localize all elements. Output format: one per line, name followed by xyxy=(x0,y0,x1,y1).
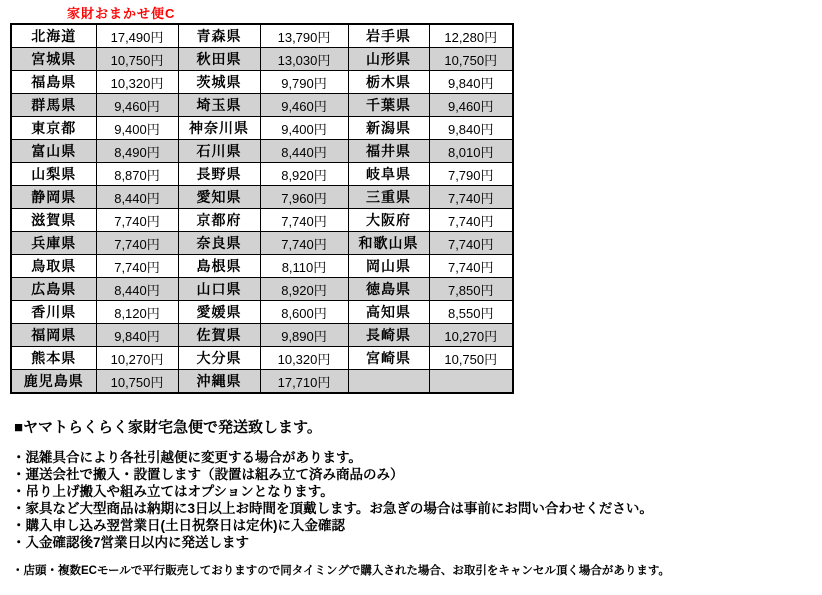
prefecture-cell: 和歌山県 xyxy=(348,232,429,255)
table-row xyxy=(11,71,513,94)
prefecture-cell: 宮城県 xyxy=(11,48,96,71)
table-row xyxy=(11,324,513,347)
prefecture-cell: 栃木県 xyxy=(348,71,429,94)
price-cell: 10,750円 xyxy=(96,48,178,71)
prefecture-cell: 千葉県 xyxy=(348,94,429,117)
price-cell: 9,840円 xyxy=(96,324,178,347)
price-cell: 8,490円 xyxy=(96,140,178,163)
prefecture-cell: 新潟県 xyxy=(348,117,429,140)
prefecture-cell: 岐阜県 xyxy=(348,163,429,186)
price-cell: 7,740円 xyxy=(429,255,513,278)
price-cell: 17,490円 xyxy=(96,24,178,48)
prefecture-cell: 秋田県 xyxy=(178,48,260,71)
prefecture-cell: 高知県 xyxy=(348,301,429,324)
price-cell: 13,030円 xyxy=(260,48,348,71)
price-cell: 10,750円 xyxy=(429,48,513,71)
prefecture-cell: 福島県 xyxy=(11,71,96,94)
shipping-notes-section xyxy=(12,416,818,578)
price-cell: 7,790円 xyxy=(429,163,513,186)
prefecture-cell: 富山県 xyxy=(11,140,96,163)
table-row xyxy=(11,370,513,394)
price-cell: 7,740円 xyxy=(260,209,348,232)
prefecture-cell: 滋賀県 xyxy=(11,209,96,232)
table-row xyxy=(11,209,513,232)
shipping-notes-list xyxy=(12,449,818,551)
prefecture-cell: 岩手県 xyxy=(348,24,429,48)
prefecture-cell: 愛知県 xyxy=(178,186,260,209)
price-cell: 10,320円 xyxy=(96,71,178,94)
prefecture-cell: 広島県 xyxy=(11,278,96,301)
table-row xyxy=(11,186,513,209)
price-cell: 9,790円 xyxy=(260,71,348,94)
prefecture-cell: 宮崎県 xyxy=(348,347,429,370)
shipping-note-item: ・購入申し込み翌営業日(土日祝祭日は定休)に入金確認 xyxy=(12,518,345,533)
shipping-footnote: ・店頭・複数ECモールで平行販売しておりますので同タイミングで購入された場合、お取引をキャンセル頂く場合があります。 xyxy=(12,565,670,577)
shipping-fee-table xyxy=(10,23,514,394)
prefecture-cell: 沖縄県 xyxy=(178,370,260,394)
price-cell: 8,440円 xyxy=(96,278,178,301)
price-cell: 7,740円 xyxy=(429,186,513,209)
shipping-note-item: ・家具など大型商品は納期に3日以上お時間を頂戴します。お急ぎの場合は事前にお問い合わせください。 xyxy=(12,501,653,516)
price-cell: 9,400円 xyxy=(96,117,178,140)
table-row xyxy=(11,255,513,278)
prefecture-cell: 三重県 xyxy=(348,186,429,209)
price-cell: 9,460円 xyxy=(96,94,178,117)
price-cell: 17,710円 xyxy=(260,370,348,394)
price-cell: 10,750円 xyxy=(429,347,513,370)
prefecture-cell: 徳島県 xyxy=(348,278,429,301)
price-cell: 7,740円 xyxy=(96,255,178,278)
table-row xyxy=(11,117,513,140)
price-cell: 7,740円 xyxy=(96,209,178,232)
price-cell: 7,960円 xyxy=(260,186,348,209)
prefecture-cell xyxy=(348,370,429,394)
price-cell: 8,920円 xyxy=(260,163,348,186)
table-row xyxy=(11,163,513,186)
table-row xyxy=(11,301,513,324)
price-cell: 10,270円 xyxy=(96,347,178,370)
price-cell: 9,460円 xyxy=(260,94,348,117)
table-row xyxy=(11,232,513,255)
prefecture-cell: 神奈川県 xyxy=(178,117,260,140)
table-row xyxy=(11,347,513,370)
price-cell: 13,790円 xyxy=(260,24,348,48)
prefecture-cell: 山梨県 xyxy=(11,163,96,186)
price-cell: 12,280円 xyxy=(429,24,513,48)
price-cell: 9,840円 xyxy=(429,71,513,94)
table-row xyxy=(11,278,513,301)
prefecture-cell: 東京都 xyxy=(11,117,96,140)
prefecture-cell: 福井県 xyxy=(348,140,429,163)
price-cell: 8,110円 xyxy=(260,255,348,278)
price-cell xyxy=(429,370,513,394)
prefecture-cell: 愛媛県 xyxy=(178,301,260,324)
shipping-note-item: ・入金確認後7営業日以内に発送します xyxy=(12,535,250,550)
price-cell: 10,320円 xyxy=(260,347,348,370)
prefecture-cell: 埼玉県 xyxy=(178,94,260,117)
price-cell: 9,400円 xyxy=(260,117,348,140)
price-cell: 8,600円 xyxy=(260,301,348,324)
prefecture-cell: 静岡県 xyxy=(11,186,96,209)
price-cell: 8,550円 xyxy=(429,301,513,324)
price-cell: 8,920円 xyxy=(260,278,348,301)
table-row xyxy=(11,140,513,163)
prefecture-cell: 大阪府 xyxy=(348,209,429,232)
fee-table-body xyxy=(11,24,513,393)
price-cell: 8,440円 xyxy=(96,186,178,209)
prefecture-cell: 石川県 xyxy=(178,140,260,163)
prefecture-cell: 山口県 xyxy=(178,278,260,301)
price-cell: 7,850円 xyxy=(429,278,513,301)
prefecture-cell: 長崎県 xyxy=(348,324,429,347)
table-row xyxy=(11,94,513,117)
price-cell: 9,840円 xyxy=(429,117,513,140)
prefecture-cell: 鹿児島県 xyxy=(11,370,96,394)
price-cell: 7,740円 xyxy=(96,232,178,255)
shipping-note-item: ・吊り上げ搬入や組み立てはオプションとなります。 xyxy=(12,484,334,499)
prefecture-cell: 香川県 xyxy=(11,301,96,324)
price-cell: 10,750円 xyxy=(96,370,178,394)
price-cell: 7,740円 xyxy=(429,232,513,255)
prefecture-cell: 岡山県 xyxy=(348,255,429,278)
price-cell: 9,460円 xyxy=(429,94,513,117)
price-cell: 9,890円 xyxy=(260,324,348,347)
price-cell: 8,870円 xyxy=(96,163,178,186)
prefecture-cell: 鳥取県 xyxy=(11,255,96,278)
price-cell: 7,740円 xyxy=(260,232,348,255)
price-cell: 7,740円 xyxy=(429,209,513,232)
shipping-note-item: ・混雑具合により各社引越便に変更する場合があります。 xyxy=(12,450,362,465)
price-cell: 8,010円 xyxy=(429,140,513,163)
shipping-plan-title: 家財おまかせ便C xyxy=(67,6,176,21)
prefecture-cell: 佐賀県 xyxy=(178,324,260,347)
price-cell: 8,120円 xyxy=(96,301,178,324)
prefecture-cell: 福岡県 xyxy=(11,324,96,347)
prefecture-cell: 北海道 xyxy=(11,24,96,48)
price-cell: 8,440円 xyxy=(260,140,348,163)
prefecture-cell: 島根県 xyxy=(178,255,260,278)
shipping-notes-heading: ■ヤマトらくらく家財宅急便で発送致します。 xyxy=(14,419,322,436)
price-cell: 10,270円 xyxy=(429,324,513,347)
prefecture-cell: 兵庫県 xyxy=(11,232,96,255)
shipping-note-item: ・運送会社で搬入・設置します（設置は組み立て済み商品のみ） xyxy=(12,467,404,482)
prefecture-cell: 熊本県 xyxy=(11,347,96,370)
prefecture-cell: 長野県 xyxy=(178,163,260,186)
table-row xyxy=(11,48,513,71)
prefecture-cell: 京都府 xyxy=(178,209,260,232)
prefecture-cell: 奈良県 xyxy=(178,232,260,255)
prefecture-cell: 大分県 xyxy=(178,347,260,370)
prefecture-cell: 群馬県 xyxy=(11,94,96,117)
prefecture-cell: 茨城県 xyxy=(178,71,260,94)
table-row xyxy=(11,24,513,48)
prefecture-cell: 青森県 xyxy=(178,24,260,48)
prefecture-cell: 山形県 xyxy=(348,48,429,71)
